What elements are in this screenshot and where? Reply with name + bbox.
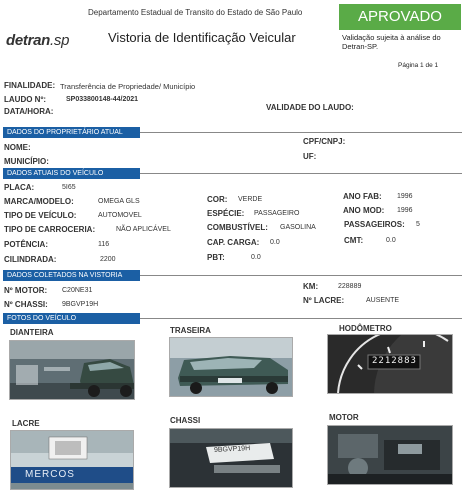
photo-caption-dianteira [10, 401, 11, 405]
anomod-value: 1996 [397, 207, 413, 214]
lacre-label: Nº LACRE: [303, 296, 345, 305]
marca-value: OMEGA GLS [98, 198, 140, 205]
anomod-label: ANO MOD: [343, 206, 385, 215]
cilindrada-label: CILINDRADA: [4, 255, 57, 264]
finalidade-value: Transferência de Propriedade/ Município [60, 82, 196, 91]
pbt-label: PBT: [207, 253, 225, 262]
tipo-label: TIPO DE VEÍCULO: [4, 211, 77, 220]
nome-label: NOME: [4, 143, 31, 152]
front-car-image [10, 341, 135, 400]
chassi-stamp-text: 9BGVP19H [213, 445, 251, 454]
photo-label-lacre: LACRE [12, 419, 40, 428]
especie-value: PASSAGEIRO [254, 210, 300, 217]
collected-section-title: DADOS COLETADOS NA VISTORIA [3, 270, 140, 281]
potencia-label: POTÊNCIA: [4, 240, 48, 249]
potencia-value: 116 [98, 241, 110, 248]
km-value: 228889 [338, 283, 362, 290]
km-label: KM: [303, 282, 319, 291]
status-badge: APROVADO [339, 4, 461, 30]
combustivel-value: GASOLINA [280, 224, 316, 231]
photo-label-chassi: CHASSI [170, 416, 201, 425]
photo-label-traseira: TRASEIRA [170, 326, 211, 335]
photo-traseira [169, 337, 293, 397]
cor-label: COR: [207, 195, 228, 204]
chassi-label: Nº CHASSI: [4, 300, 48, 309]
finalidade-label: FINALIDADE: [4, 81, 56, 90]
motor-value: C20NE31 [62, 287, 93, 294]
carroceria-value: NÃO APLICÁVEL [116, 226, 171, 233]
passageiros-label: PASSAGEIROS: [344, 220, 405, 229]
carroceria-label: TIPO DE CARROCERIA: [4, 225, 96, 234]
tipo-value: AUTOMOVEL [98, 212, 142, 219]
cmt-label: CMT: [344, 236, 364, 245]
laudo-label: LAUDO Nº: [4, 95, 47, 104]
uf-label: UF: [303, 152, 317, 161]
rear-car-image [170, 338, 293, 397]
owner-section-title: DADOS DO PROPRIETÁRIO ATUAL [3, 127, 140, 138]
logo-suffix: .sp [50, 32, 70, 49]
vehicle-section-divider [140, 173, 462, 174]
photo-dianteira [9, 340, 135, 400]
photo-label-hodometro: HODÔMETRO [339, 324, 392, 333]
validade-label: VALIDADE DO LAUDO: [266, 103, 354, 112]
photo-chassi [169, 428, 293, 488]
cpf-label: CPF/CNPJ: [303, 137, 346, 146]
laudo-value: SP033800148-44/2021 [66, 96, 139, 103]
cor-value: VERDE [238, 196, 263, 203]
photo-label-motor: MOTOR [329, 413, 359, 422]
cmt-value: 0.0 [386, 237, 396, 244]
department-name: Departamento Estadual de Transito do Estado de São Paulo [88, 8, 303, 17]
detran-logo [6, 32, 69, 49]
anofab-value: 1996 [397, 193, 413, 200]
passageiros-value: 5 [416, 221, 420, 228]
datahora-label: DATA/HORA: [4, 107, 54, 116]
photo-lacre [10, 430, 134, 490]
lacre-value: AUSENTE [366, 297, 400, 304]
placa-value: 5I65 [62, 184, 76, 191]
chassi-value: 9BGVP19H [62, 301, 99, 308]
pbt-value: 0.0 [251, 254, 261, 261]
chassi-image [170, 429, 293, 488]
photos-section-title: FOTOS DO VEÍCULO [3, 313, 140, 324]
engine-image [328, 426, 453, 485]
capcarga-label: CAP. CARGA: [207, 238, 260, 247]
odometer-reading: 2212883 [372, 356, 417, 366]
combustivel-label: COMBUSTÍVEL: [207, 223, 268, 232]
photo-label-dianteira: DIANTEIRA [10, 328, 54, 337]
marca-label: MARCA/MODELO: [4, 197, 74, 206]
collected-section-divider [140, 275, 462, 276]
placa-label: PLACA: [4, 183, 35, 192]
cilindrada-value: 2200 [100, 256, 116, 263]
page-title: Vistoria de Identificação Veicular [108, 30, 296, 45]
motor-label: Nº MOTOR: [4, 286, 48, 295]
plate-text: MERCOS [25, 469, 75, 480]
municipio-label: MUNICÍPIO: [4, 157, 49, 166]
status-note: Validação sujeita à análise do Detran-SP. [342, 33, 441, 51]
photo-motor [327, 425, 453, 485]
capcarga-value: 0.0 [270, 239, 280, 246]
logo-main: detran [6, 32, 51, 49]
especie-label: ESPÉCIE: [207, 209, 245, 218]
page-number: Página 1 de 1 [398, 62, 439, 69]
photo-hodometro [327, 334, 453, 394]
vehicle-section-title: DADOS ATUAIS DO VEÍCULO [3, 168, 140, 179]
owner-section-divider [140, 132, 462, 133]
photos-section-divider [140, 318, 462, 319]
anofab-label: ANO FAB: [343, 192, 382, 201]
plate-image [11, 431, 134, 490]
